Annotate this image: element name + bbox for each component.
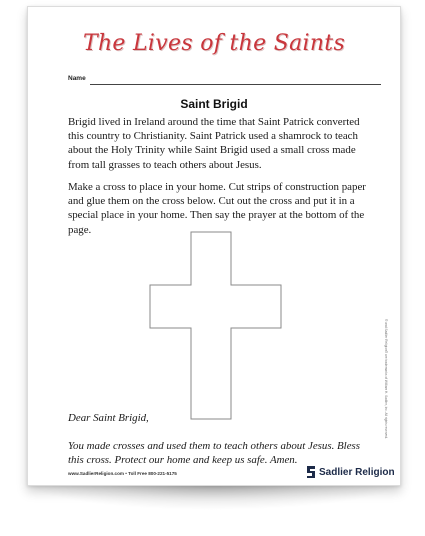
page-shadow: [27, 484, 399, 510]
prayer-body: You made crosses and used them to teach others about Jesus. Bless this cross. Protect our home and keep us safe. Amen.: [68, 440, 361, 467]
sadlier-s-logo-icon: [307, 466, 315, 478]
instructions-paragraph: Make a cross to place in your home. Cut strips of construction paper and glue them on the cross below. Cut out the cross and put it in a special place in your home. Then say the prayer at the bottom of the page.: [68, 181, 366, 236]
cross-shape: [150, 232, 281, 419]
worksheet-page: [27, 6, 401, 486]
page-title: Saint Brigid: [180, 97, 248, 111]
prayer-greeting: Dear Saint Brigid,: [68, 412, 149, 424]
intro-paragraph: Brigid lived in Ireland around the time that Saint Patrick converted this country to Christianity. Saint Patrick used a shamrock to teach about the Holy Trinity while Saint Brigid used a small cross made from tall grasses to teach others about Jesus.: [68, 116, 360, 171]
brand-name: Sadlier Religion: [319, 466, 395, 478]
brand-mark: [307, 465, 395, 479]
series-title: The Lives of the Saints: [82, 31, 346, 56]
legal-notice: ® and Sadlier Religion® are trademarks of William H. Sadlier, Inc. All rights reserved.: [384, 319, 388, 439]
name-label: Name: [68, 75, 86, 82]
contact-info: www.SadlierReligion.com • Toll Free 800-221-5175: [68, 471, 177, 476]
